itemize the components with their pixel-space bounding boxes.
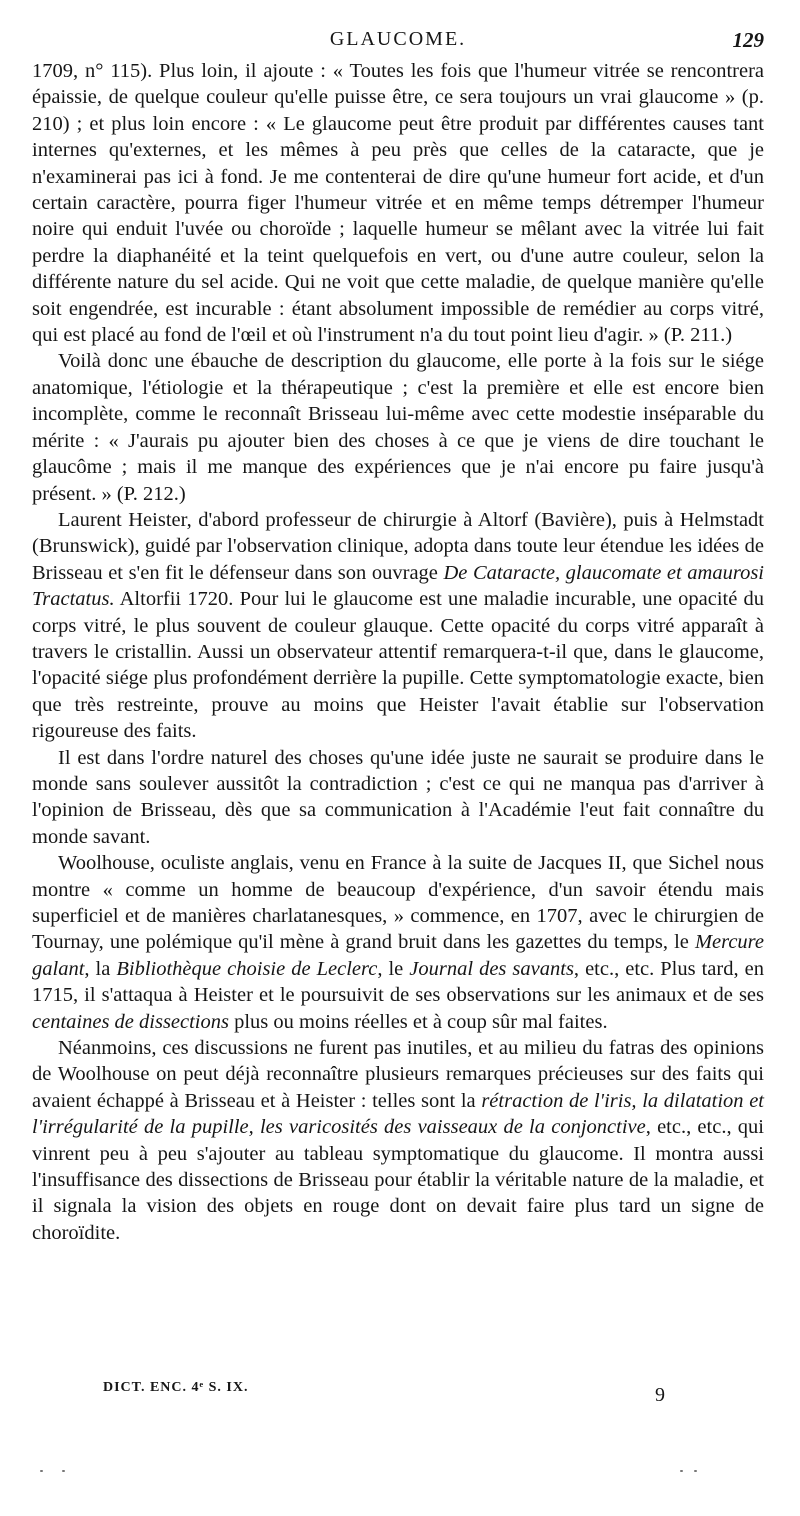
paragraph [32,348,764,506]
text-run: 1709, n° 115). Plus loin, il ajoute : « Toutes les fois que l'humeur vitrée se rencontrera épaissie, de quelque couleur qu'elle puisse être, ce sera toujours un vrai glaucome » (p. 210) ; et plus loin encore : « Le glaucome peut être produit par différentes causes tant internes qu'externes, et les mêmes à peu près que celles de la cataracte, que je n'examinerai pas ici à fond. Je me contenterai de dire qu'une humeur fort acide, et d'un certain caractère, pourra figer l'humeur vitrée et en même temps détremper l'humeur noire qui enduit l'uvée ou choroïde ; laquelle humeur se mêlant avec la vitrée lui fait perdre la diaphanéité et la teint quelquefois en vert, ou d'une autre couleur, selon la différente nature du sel acide. Qui ne voit que cette maladie, de quelque manière qu'elle soit engendrée, est incurable : étant absolument impossible de remédier au corps vitré, qui est placé au fond de l'œil et où l'instrument n'a du tout point lieu d'agir. » (P. 211.) [32,60,764,347]
paragraph [32,1035,764,1246]
italic-run: Mercure galant [32,931,764,980]
text-run: , etc., etc. Plus tard, en 1715, il s'attaqua à Heister et le poursuivit de ses observations sur les animaux et de ses [32,957,764,1007]
text-run: plus ou moins réelles et à coup sûr mal faites. [228,1010,608,1033]
signature-mark: 9 [655,1384,665,1406]
paragraph [32,745,764,851]
page-header [32,26,764,56]
paragraph [32,507,764,745]
text-run: Woolhouse, oculiste anglais, venu en France à la suite de Jacques II, que Sichel nous montre « comme un homme de beaucoup d'expérience, d'un savoir étendu mais superficiel et de manières charlatanesques, » commence, en 1707, avec le chirurgien de Tournay, une polémique qu'il mène à grand bruit dans les gazettes du temps, le [32,852,764,954]
print-specks [40,1470,760,1480]
text-run: , le [377,957,410,980]
italic-run: Journal des savants [409,957,574,980]
running-title: GLAUCOME. [329,28,467,50]
text-run: Altorfii 1720. Pour lui le glaucome est une maladie incurable, une opacité du corps vitré, le plus souvent de couleur glauque. Cette opacité du corps vitré apparaît à travers le cristallin. Aussi un observateur attentif remarquera-t-il que, dans le glaucome, l'opacité siége plus profondément derrière la pupille. Cette symptomatologie exacte, bien que très restreinte, prouve au moins que Heister l'avait établie sur l'observation rigoureuse des faits. [32,588,764,743]
italic-run: De Cataracte, glaucomate et amaurosi Tractatus. [32,561,764,611]
italic-run: Bibliothèque choisie de Leclerc [116,957,378,980]
page-number: 129 [732,28,764,52]
text-run: Laurent Heister, d'abord professeur de chirurgie à Altorf (Bavière), puis à Helmstadt (Brunswick), guidé par l'observation clinique, adopta dans toute leur étendue les idées de Brisseau et s'en fit le défenseur dans son ouvrage [32,508,764,584]
text-run: , etc., etc., qui vinrent peu à peu s'ajouter au tableau symptomatique du glaucome. Il montra aussi l'insuffisance des dissections de Brisseau pour établir la véritable nature de la maladie, et il signala la vision des objets en rouge dont on devait faire plus tard un signe de choroïdite. [32,1116,764,1244]
paragraph [32,58,764,348]
text-run: Voilà donc une ébauche de description du glaucome, elle porte à la fois sur le siége anatomique, l'étiologie et la thérapeutique ; c'est la première et elle est encore bien incomplète, comme le reconnaît Brisseau lui-même avec cette modestie inséparable du mérite : « J'aurais pu ajouter bien des choses à ce que je viens de dire touchant le glaucôme ; mais il me manque des expériences que je n'ai encore pu faire jusqu'à présent. » (P. 212.) [32,350,764,505]
italic-run: rétraction de l'iris, la dilatation et l'irrégularité de la pupille, les varicosités des vaisseaux de la conjonctive [32,1089,764,1139]
italic-run: centaines de dissections [32,1010,229,1033]
body-text [32,58,764,1246]
text-run: Néanmoins, ces discussions ne furent pas inutiles, et au milieu du fatras des opinions de Woolhouse on peut déjà reconnaître plusieurs remarques précieuses sur des faits qui avaient échappé à Brisseau et à Heister : telles sont la [32,1037,764,1112]
text-run: , la [84,957,117,980]
printer-signature: DICT. ENC. 4ᵉ S. IX. [103,1380,249,1395]
paragraph [32,850,764,1035]
text-run: Il est dans l'ordre naturel des choses qu'une idée juste ne saurait se produire dans le monde sans soulever aussitôt la contradiction ; c'est ce qui ne manqua pas d'arriver à l'opinion de Brisseau, dès que sa communication à l'Académie l'eut fait connaître du monde savant. [32,746,764,848]
